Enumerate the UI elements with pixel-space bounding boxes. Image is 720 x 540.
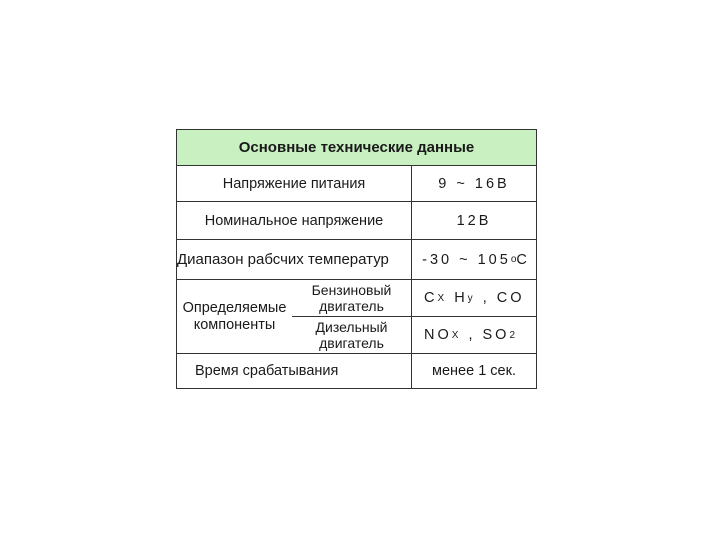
diesel-gases-value — [412, 317, 536, 353]
detected-components-line1: Определяемые — [182, 299, 287, 316]
degree-sign: о — [510, 254, 517, 265]
table-title: Основные технические данные — [177, 130, 536, 166]
gas-c-index: X — [437, 292, 448, 304]
diesel-engine-line2: двигатель — [319, 335, 384, 351]
gasoline-gases-value — [412, 280, 536, 316]
gas-no: NO — [424, 327, 452, 343]
gas-c: C — [424, 290, 438, 306]
diesel-engine-label — [292, 317, 411, 353]
gas-h: H — [454, 290, 468, 306]
technical-data-table — [176, 129, 537, 389]
gasoline-engine-line2: двигатель — [319, 298, 384, 314]
gas-h-index: y — [467, 292, 476, 304]
temperature-range-number: -30 ~ 105 — [422, 251, 511, 268]
diesel-engine-line1: Дизельный — [315, 319, 388, 335]
detected-components-line2: компоненты — [193, 316, 276, 333]
gas-co: , CO — [482, 290, 525, 306]
supply-voltage-label: Напряжение питания — [222, 175, 366, 192]
gas-so: , SO — [468, 327, 510, 343]
nominal-voltage-label: Номинальное напряжение — [204, 212, 384, 229]
celsius-unit: С — [516, 251, 527, 268]
temperature-range-label: Диапазон рабсчих температур — [177, 251, 389, 268]
detected-components-label — [177, 280, 292, 353]
response-time-value: менее 1 сек. — [432, 363, 516, 379]
gas-so-index: 2 — [509, 329, 519, 341]
gasoline-engine-line1: Бензиновый — [311, 282, 392, 298]
gas-no-index: X — [451, 329, 462, 341]
supply-voltage-value: 9 ~ 16В — [438, 175, 510, 192]
response-time-label: Время срабатывания — [195, 363, 339, 379]
gasoline-engine-label — [292, 280, 411, 316]
temperature-range-value — [413, 240, 536, 279]
nominal-voltage-value: 12В — [456, 212, 492, 229]
